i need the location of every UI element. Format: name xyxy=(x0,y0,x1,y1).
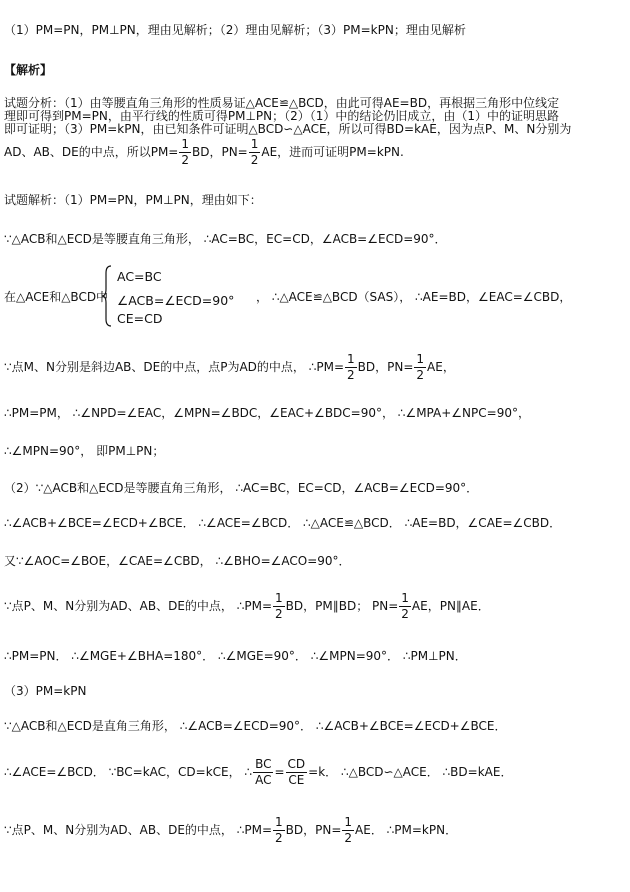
fraction-half xyxy=(414,352,426,383)
equation-system xyxy=(101,265,261,329)
fraction-numerator: 1 xyxy=(181,137,189,151)
fraction-denominator: AC xyxy=(255,773,272,787)
solution-step-2-conclusion: ， ∴△ACE≌△BCD（SAS）， ∴AE=BD，∠EAC=∠CBD， xyxy=(256,290,572,304)
system-eq-3: CE=CD xyxy=(117,311,163,326)
solution-step-12: ∵△ACB和△ECD是直角三角形， ∴∠ACB=∠ECD=90°． ∴∠ACB+∠BCE=∠ECD+∠BCE． xyxy=(4,719,507,733)
solution-step-9 xyxy=(4,591,490,622)
fraction-half xyxy=(342,815,354,846)
fraction-half xyxy=(345,352,357,383)
fraction-denominator: 2 xyxy=(344,831,353,845)
analysis-line-4-part-b: BD，PN= xyxy=(192,145,248,159)
fraction-denominator: 2 xyxy=(275,831,283,845)
fraction-numerator: CD xyxy=(287,757,306,771)
fraction-numerator: 1 xyxy=(416,352,425,366)
section-title: 【解析】 xyxy=(4,63,53,77)
step-13-part-b: =k． ∴△BCD∽△ACE． ∴BD=kAE． xyxy=(308,765,513,779)
answer-line: （1）PM=PN，PM⊥PN，理由见解析；（2）理由见解析；（3）PM=kPN；理由见解析 xyxy=(4,23,466,37)
analysis-line-2: 理即可得到PM=PN，由平行线的性质可得PM⊥PN；（2）（1）中的结论仍旧成立，由（1）中的证明思路 xyxy=(4,109,560,123)
left-brace-icon xyxy=(101,265,113,327)
fraction-numerator: BC xyxy=(255,757,272,771)
fraction-half xyxy=(273,591,285,622)
solution-step-10: ∴PM=PN． ∴∠MGE+∠BHA=180°． ∴∠MGE=90°． ∴∠MPN=90°． ∴PM⊥PN． xyxy=(4,649,467,663)
fraction-numerator: 1 xyxy=(344,815,353,829)
fraction-denominator: 2 xyxy=(250,153,259,167)
step-9-part-b: BD，PM∥BD； PN= xyxy=(285,599,399,613)
fraction-bc-ac xyxy=(253,757,273,788)
solution-step-1: ∵△ACB和△ECD是等腰直角三角形， ∴AC=BC，EC=CD，∠ACB=∠ECD=90°． xyxy=(4,232,447,246)
fraction-numerator: 1 xyxy=(250,137,259,151)
system-eq-2: ∠ACB=∠ECD=90° xyxy=(117,293,235,308)
fraction-denominator: 2 xyxy=(275,607,283,621)
step-3-part-c: AE， xyxy=(427,360,455,374)
fraction-numerator: 1 xyxy=(275,591,283,605)
fraction-denominator: 2 xyxy=(401,607,409,621)
step-14-part-a: ∵点P、M、N分别为AD、AB、DE的中点， ∴PM= xyxy=(4,823,273,837)
fraction-half xyxy=(273,815,285,846)
step-14-part-c: AE． ∴PM=kPN． xyxy=(355,823,458,837)
solution-step-8: 又∵∠AOC=∠BOE，∠CAE=∠CBD， ∴∠BHO=∠ACO=90°． xyxy=(4,554,351,568)
fraction-denominator: 2 xyxy=(181,153,189,167)
solution-step-5: ∴∠MPN=90°， 即PM⊥PN； xyxy=(4,444,165,458)
solution-step-2-prefix: 在△ACE和△BCD中 xyxy=(4,290,109,304)
fraction-half xyxy=(249,137,261,168)
fraction-numerator: 1 xyxy=(275,815,283,829)
solution-step-11: （3）PM=kPN xyxy=(4,684,87,698)
solution-step-3 xyxy=(4,352,455,383)
analysis-line-4-part-c: AE，进而可证明PM=kPN. xyxy=(261,145,404,159)
solution-intro: 试题解析：（1）PM=PN，PM⊥PN，理由如下： xyxy=(4,193,262,207)
solution-step-13 xyxy=(4,757,512,788)
equals-sign: = xyxy=(274,765,285,779)
fraction-half xyxy=(179,137,191,168)
analysis-line-1: 试题分析：（1）由等腰直角三角形的性质易证△ACE≌△BCD，由此可得AE=BD，再根据三角形中位线定 xyxy=(4,96,560,110)
step-14-part-b: BD，PN= xyxy=(285,823,342,837)
solution-step-14 xyxy=(4,815,457,846)
fraction-denominator: 2 xyxy=(416,368,425,382)
system-equations xyxy=(117,265,234,331)
fraction-numerator: 1 xyxy=(347,352,355,366)
analysis-line-3: 即可证明；（3）PM=kPN，由已知条件可证明△BCD∽△ACE，所以可得BD=kAE，因为点P、M、N分别为 xyxy=(4,122,572,136)
solution-step-7: ∴∠ACB+∠BCE=∠ECD+∠BCE． ∴∠ACE=∠BCD． ∴△ACE≌△BCD． ∴AE=BD，∠CAE=∠CBD． xyxy=(4,516,562,530)
fraction-denominator: 2 xyxy=(347,368,355,382)
analysis-line-4 xyxy=(4,137,404,168)
fraction-numerator: 1 xyxy=(401,591,409,605)
step-3-part-b: BD，PN= xyxy=(357,360,414,374)
analysis-line-4-part-a: AD、AB、DE的中点，所以PM= xyxy=(4,145,179,159)
step-13-part-a: ∴∠ACE=∠BCD． ∵BC=kAC，CD=kCE， ∴ xyxy=(4,765,253,779)
step-3-part-a: ∵点M、N分别是斜边AB、DE的中点，点P为AD的中点， ∴PM= xyxy=(4,360,345,374)
step-9-part-c: AE，PN∥AE． xyxy=(411,599,490,613)
fraction-denominator: CE xyxy=(288,773,305,787)
step-9-part-a: ∵点P、M、N分别为AD、AB、DE的中点， ∴PM= xyxy=(4,599,273,613)
solution-step-4: ∴PM=PM， ∴∠NPD=∠EAC，∠MPN=∠BDC，∠EAC+∠BDC=90°， ∴∠MPA+∠NPC=90°， xyxy=(4,406,530,420)
fraction-cd-ce xyxy=(286,757,308,788)
fraction-half xyxy=(399,591,411,622)
system-eq-1: AC=BC xyxy=(117,269,162,284)
solution-step-6: （2）∵△ACB和△ECD是等腰直角三角形， ∴AC=BC，EC=CD，∠ACB=∠ECD=90°． xyxy=(4,481,479,495)
